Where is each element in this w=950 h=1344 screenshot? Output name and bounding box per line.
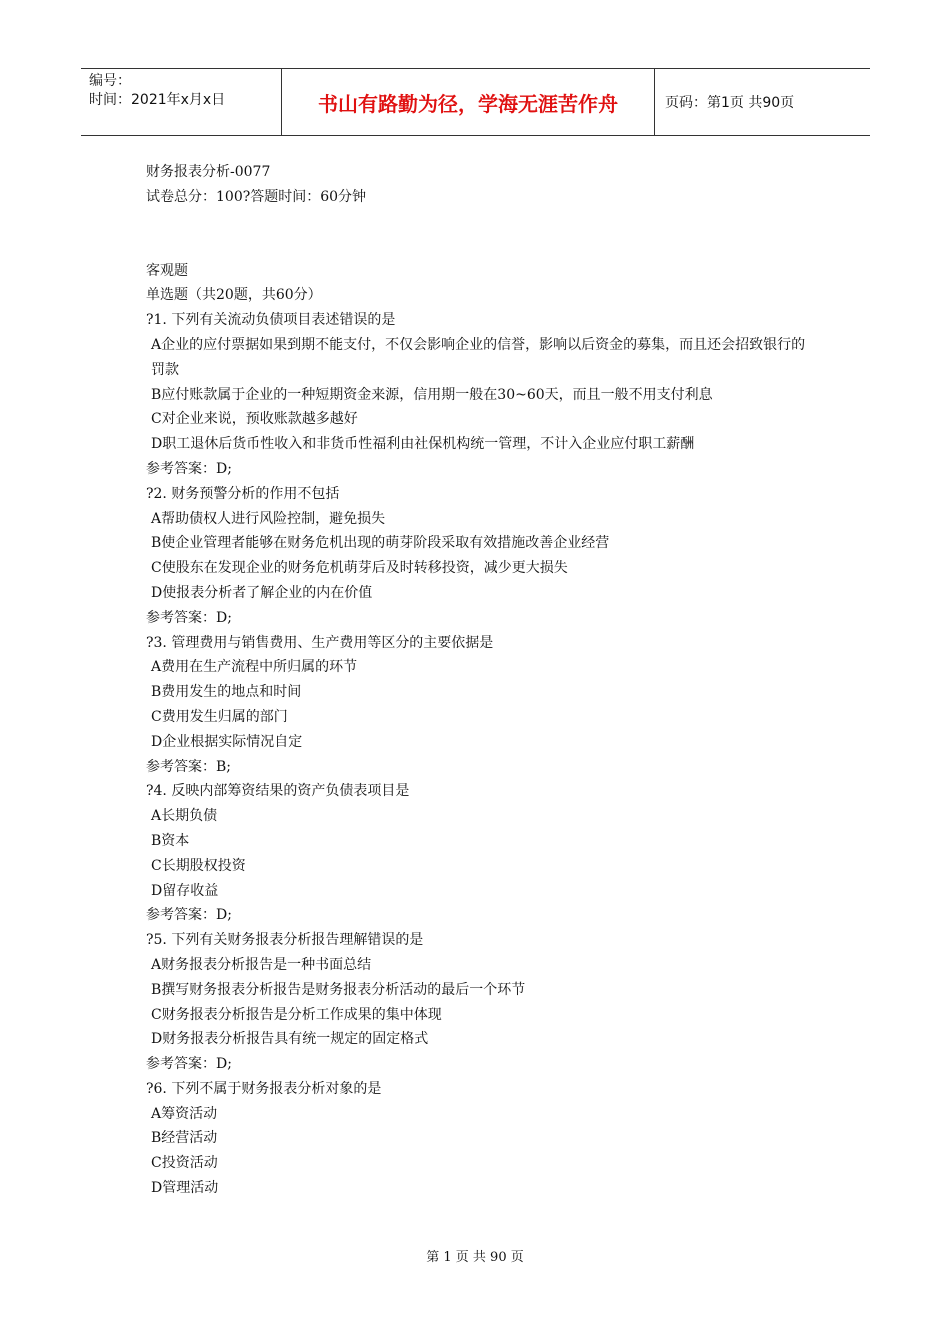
page-header bbox=[81, 68, 870, 136]
answer-option: C长期股权投资 bbox=[151, 857, 246, 874]
answer-option: B使企业管理者能够在财务危机出现的萌芽阶段采取有效措施改善企业经营 bbox=[151, 535, 610, 552]
answer-option: B费用发生的地点和时间 bbox=[151, 684, 302, 701]
answer-option: C财务报表分析报告是分析工作成果的集中体现 bbox=[151, 1006, 442, 1023]
reference-answer: 参考答案：D; bbox=[146, 907, 232, 924]
page-label: 页码：第1页 共90页 bbox=[665, 95, 795, 111]
answer-option: C投资活动 bbox=[151, 1155, 218, 1172]
time-label: 时间：2021年x月x日 bbox=[89, 92, 226, 108]
question-text: ?4. 反映内部筹资结果的资产负债表项目是 bbox=[146, 783, 410, 800]
document-body bbox=[146, 160, 816, 1201]
header-motto-cell bbox=[282, 69, 655, 135]
code-label: 编号： bbox=[89, 73, 131, 89]
question-text: ?1. 下列有关流动负债项目表述错误的是 bbox=[146, 312, 396, 329]
answer-option: D留存收益 bbox=[151, 882, 219, 899]
answer-option: A企业的应付票据如果到期不能支付，不仅会影响企业的信誉，影响以后资金的募集，而且还会招致银行的罚款 bbox=[151, 336, 806, 378]
reference-answer: 参考答案：D; bbox=[146, 609, 232, 626]
header-left-cell bbox=[81, 69, 282, 135]
question-text: ?2. 财务预警分析的作用不包括 bbox=[146, 485, 340, 502]
answer-option: C费用发生归属的部门 bbox=[151, 708, 288, 725]
question-text: ?5. 下列有关财务报表分析报告理解错误的是 bbox=[146, 932, 424, 949]
question-text: ?3. 管理费用与销售费用、生产费用等区分的主要依据是 bbox=[146, 634, 494, 651]
answer-option: D职工退休后货币性收入和非货币性福利由社保机构统一管理，不计入企业应付职工薪酬 bbox=[151, 436, 695, 453]
header-page-cell bbox=[655, 69, 870, 135]
answer-option: B资本 bbox=[151, 832, 190, 849]
answer-option: D财务报表分析报告具有统一规定的固定格式 bbox=[151, 1031, 429, 1048]
motto-text: 书山有路勤为径，学海无涯苦作舟 bbox=[318, 91, 618, 116]
doc-title: 财务报表分析-0077 bbox=[146, 164, 271, 180]
question-text: ?6. 下列不属于财务报表分析对象的是 bbox=[146, 1080, 382, 1097]
answer-option: B应付账款属于企业的一种短期资金来源，信用期一般在30~60天，而且一般不用支付利息 bbox=[151, 386, 713, 403]
section-title: 客观题 bbox=[146, 262, 188, 279]
answer-option: A财务报表分析报告是一种书面总结 bbox=[151, 956, 372, 973]
answer-option: A筹资活动 bbox=[151, 1105, 218, 1122]
answer-option: B撰写财务报表分析报告是财务报表分析活动的最后一个环节 bbox=[151, 981, 526, 998]
answer-option: C对企业来说，预收账款越多越好 bbox=[151, 411, 358, 428]
page-footer: 第 1 页 共 90 页 bbox=[426, 1250, 524, 1265]
answer-option: A长期负债 bbox=[151, 808, 218, 825]
subsection-title: 单选题（共20题，共60分） bbox=[146, 287, 322, 304]
answer-option: A费用在生产流程中所归属的环节 bbox=[151, 659, 358, 676]
spacer bbox=[146, 210, 816, 259]
reference-answer: 参考答案：B; bbox=[146, 758, 232, 775]
answer-option: A帮助债权人进行风险控制，避免损失 bbox=[151, 510, 386, 527]
reference-answer: 参考答案：D; bbox=[146, 460, 232, 477]
answer-option: D管理活动 bbox=[151, 1180, 219, 1197]
answer-option: D企业根据实际情况自定 bbox=[151, 733, 303, 750]
answer-option: B经营活动 bbox=[151, 1130, 218, 1147]
answer-option: C使股东在发现企业的财务危机萌芽后及时转移投资，减少更大损失 bbox=[151, 560, 568, 577]
answer-option: D使报表分析者了解企业的内在价值 bbox=[151, 584, 373, 601]
reference-answer: 参考答案：D; bbox=[146, 1056, 232, 1073]
question-list bbox=[146, 308, 816, 1201]
doc-meta: 试卷总分：100?答题时间：60分钟 bbox=[146, 188, 367, 205]
